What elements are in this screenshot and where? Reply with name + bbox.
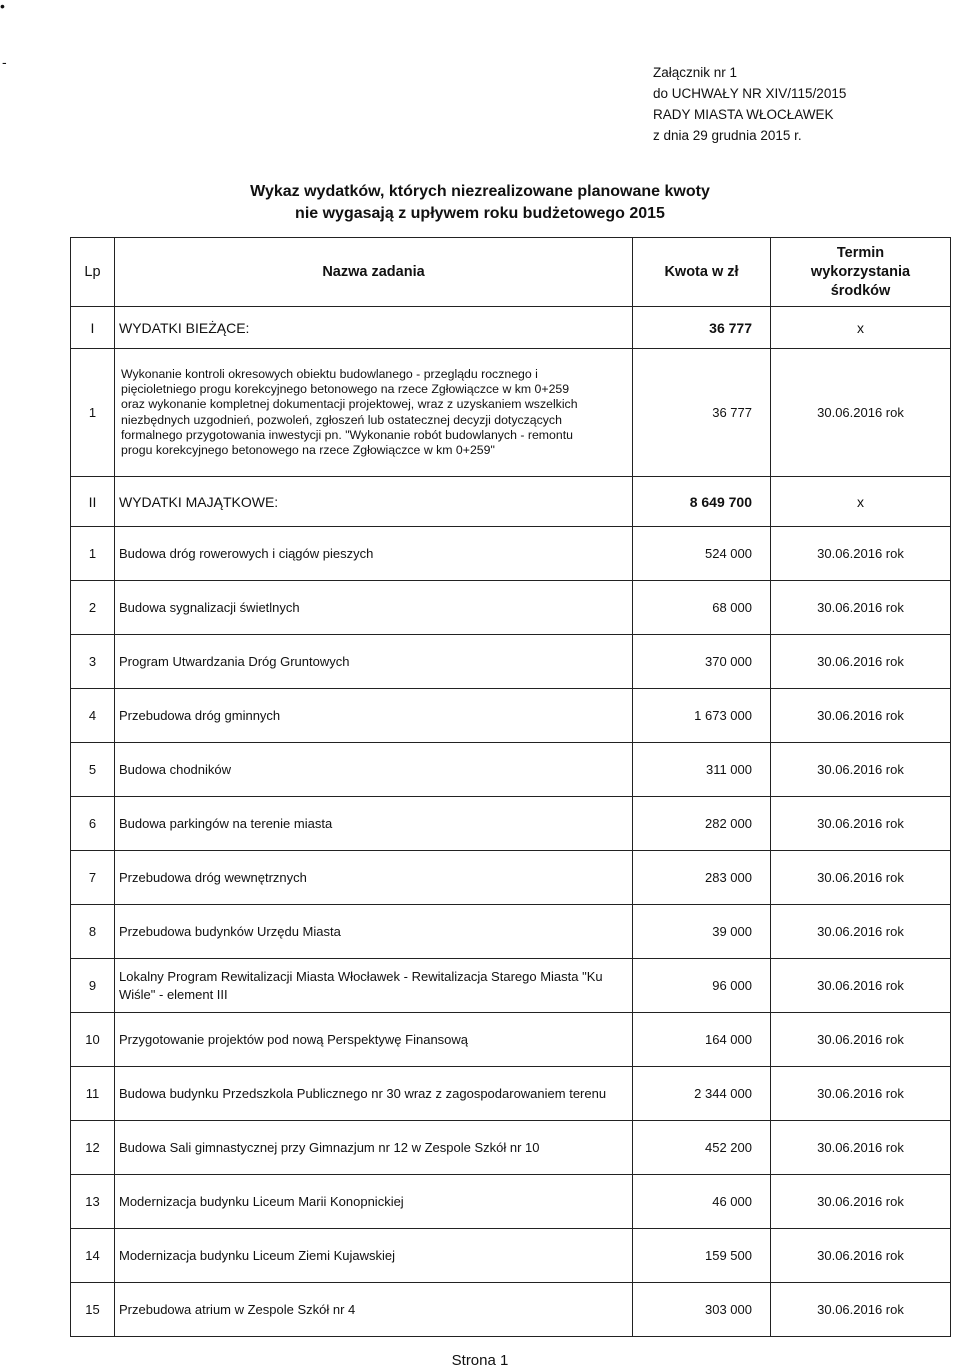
section-number: II (71, 477, 115, 527)
row-term: 30.06.2016 rok (771, 527, 951, 581)
section-amount: 8 649 700 (633, 477, 771, 527)
table-row (71, 1229, 951, 1283)
row-amount: 68 000 (633, 581, 771, 635)
attachment-note (653, 62, 846, 146)
row-term: 30.06.2016 rok (771, 797, 951, 851)
row-name: Modernizacja budynku Liceum Marii Konopnickiej (115, 1175, 633, 1229)
table-row (71, 527, 951, 581)
row-term: 30.06.2016 rok (771, 581, 951, 635)
section-label: WYDATKI MAJĄTKOWE: (115, 477, 633, 527)
row-name: Przebudowa dróg wewnętrznych (115, 851, 633, 905)
table-row (71, 959, 951, 1013)
row-term: 30.06.2016 rok (771, 1283, 951, 1337)
table-row (71, 635, 951, 689)
row-lp: 8 (71, 905, 115, 959)
row-name-line: progu korekcyjnego betonowego na rzece Zgłowiączce w km 0+259" (121, 443, 495, 458)
row-name: Budowa Sali gimnastycznej przy Gimnazjum nr 12 w Zespole Szkół nr 10 (115, 1121, 633, 1175)
table-row (71, 905, 951, 959)
table-row (71, 797, 951, 851)
corner-dot: • (0, 0, 5, 14)
row-name: Budowa sygnalizacji świetlnych (115, 581, 633, 635)
section-row-property (71, 477, 951, 527)
attachment-line: RADY MIASTA WŁOCŁAWEK (653, 107, 834, 122)
row-name-line: pięcioletniego progu korekcyjnego betonowego na rzece Zgłowiączce w km 0+259 (121, 381, 570, 396)
row-amount: 282 000 (633, 797, 771, 851)
table-row (71, 581, 951, 635)
row-amount: 452 200 (633, 1121, 771, 1175)
row-name: Lokalny Program Rewitalizacji Miasta Włocławek - Rewitalizacja Starego Miasta "Ku Wiśle" - element III (115, 959, 633, 1013)
title-line: nie wygasają z upływem roku budżetowego 2015 (295, 205, 665, 222)
row-amount: 46 000 (633, 1175, 771, 1229)
table-row (71, 689, 951, 743)
row-name: Przygotowanie projektów pod nową Perspektywę Finansową (115, 1013, 633, 1067)
header-name: Nazwa zadania (115, 238, 633, 307)
row-lp: 6 (71, 797, 115, 851)
row-lp: 14 (71, 1229, 115, 1283)
row-name: Przebudowa dróg gminnych (115, 689, 633, 743)
row-lp: 1 (71, 349, 115, 477)
row-lp: 11 (71, 1067, 115, 1121)
row-name: Budowa budynku Przedszkola Publicznego nr 30 wraz z zagospodarowaniem terenu (115, 1067, 633, 1121)
row-name (115, 349, 633, 477)
row-name: Przebudowa budynków Urzędu Miasta (115, 905, 633, 959)
row-lp: 1 (71, 527, 115, 581)
row-amount: 39 000 (633, 905, 771, 959)
row-lp: 5 (71, 743, 115, 797)
row-lp: 12 (71, 1121, 115, 1175)
row-amount: 370 000 (633, 635, 771, 689)
row-term: 30.06.2016 rok (771, 1013, 951, 1067)
row-term: 30.06.2016 rok (771, 689, 951, 743)
row-name: Przebudowa atrium w Zespole Szkół nr 4 (115, 1283, 633, 1337)
row-name-line: niezbędnych uzgodnień, pozwoleń, zgłoszeń lub ostatecznej decyzji dotyczących (121, 412, 562, 427)
corner-dash: - (2, 54, 7, 70)
row-amount: 283 000 (633, 851, 771, 905)
row-term: 30.06.2016 rok (771, 851, 951, 905)
row-term: 30.06.2016 rok (771, 1067, 951, 1121)
row-amount: 164 000 (633, 1013, 771, 1067)
row-lp: 2 (71, 581, 115, 635)
section-term: x (771, 307, 951, 349)
section-number: I (71, 307, 115, 349)
row-lp: 4 (71, 689, 115, 743)
attachment-line: z dnia 29 grudnia 2015 r. (653, 128, 802, 143)
row-name-line: oraz wykonanie kompletnej dokumentacji projektowej, wraz z uzyskaniem wszelkich (121, 397, 578, 412)
section-term: x (771, 477, 951, 527)
row-amount: 303 000 (633, 1283, 771, 1337)
row-lp: 3 (71, 635, 115, 689)
row-lp: 9 (71, 959, 115, 1013)
table-header-row (71, 238, 951, 307)
section-row-current (71, 307, 951, 349)
row-amount: 159 500 (633, 1229, 771, 1283)
row-lp: 10 (71, 1013, 115, 1067)
row-amount: 311 000 (633, 743, 771, 797)
expenses-table (70, 237, 951, 1337)
row-amount: 1 673 000 (633, 689, 771, 743)
row-term: 30.06.2016 rok (771, 1121, 951, 1175)
header-term-line: wykorzystania (810, 263, 911, 280)
row-amount: 524 000 (633, 527, 771, 581)
table-row (71, 1175, 951, 1229)
table-row (71, 1121, 951, 1175)
table-row (71, 1283, 951, 1337)
row-amount: 36 777 (633, 349, 771, 477)
row-term: 30.06.2016 rok (771, 1229, 951, 1283)
header-term-line: Termin (836, 244, 885, 261)
table-row (71, 743, 951, 797)
row-term: 30.06.2016 rok (771, 905, 951, 959)
row-term: 30.06.2016 rok (771, 635, 951, 689)
attachment-line: do UCHWAŁY NR XIV/115/2015 (653, 86, 847, 101)
row-name: Budowa parkingów na terenie miasta (115, 797, 633, 851)
row-term: 30.06.2016 rok (771, 959, 951, 1013)
row-name-line: Wykonanie kontroli okresowych obiektu budowlanego - przeglądu rocznego i (121, 366, 538, 381)
row-name: Modernizacja budynku Liceum Ziemi Kujawskiej (115, 1229, 633, 1283)
header-term (771, 238, 951, 307)
section-label: WYDATKI BIEŻĄCE: (115, 307, 633, 349)
table-row (71, 349, 951, 477)
row-amount: 96 000 (633, 959, 771, 1013)
row-name: Budowa dróg rowerowych i ciągów pieszych (115, 527, 633, 581)
row-term: 30.06.2016 rok (771, 743, 951, 797)
header-amount: Kwota w zł (633, 238, 771, 307)
row-term: 30.06.2016 rok (771, 1175, 951, 1229)
header-lp: Lp (71, 238, 115, 307)
row-term: 30.06.2016 rok (771, 349, 951, 477)
title-line: Wykaz wydatków, których niezrealizowane planowane kwoty (250, 183, 710, 200)
header-term-line: środków (830, 282, 891, 299)
page-footer: Strona 1 (451, 1352, 509, 1369)
row-name: Budowa chodników (115, 743, 633, 797)
table-row (71, 851, 951, 905)
document-title (180, 181, 780, 225)
row-name: Program Utwardzania Dróg Gruntowych (115, 635, 633, 689)
row-lp: 13 (71, 1175, 115, 1229)
row-name-line: formalnego przygotowania inwestycji pn. "Wykonanie robót budowlanych - remontu (121, 427, 573, 442)
section-amount: 36 777 (633, 307, 771, 349)
row-amount: 2 344 000 (633, 1067, 771, 1121)
row-lp: 15 (71, 1283, 115, 1337)
row-lp: 7 (71, 851, 115, 905)
table-row (71, 1067, 951, 1121)
table-row (71, 1013, 951, 1067)
attachment-line: Załącznik nr 1 (653, 65, 738, 80)
